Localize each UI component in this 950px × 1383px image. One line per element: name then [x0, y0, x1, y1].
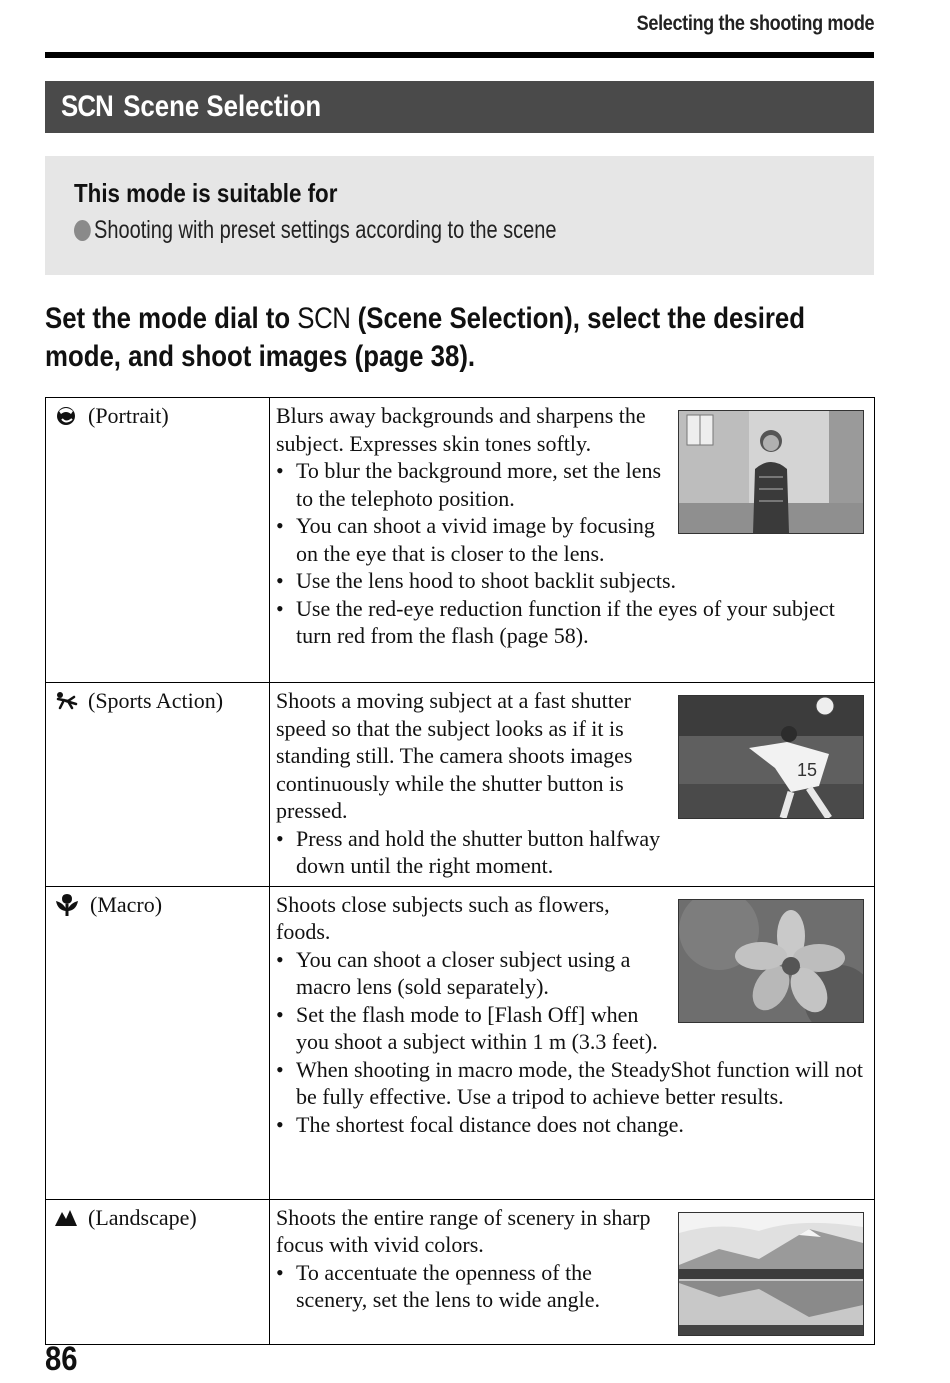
suitable-item-text: Shooting with preset settings according to the scene	[94, 216, 557, 244]
mode-description: Shoots the entire range of scenery in sharp focus with vivid colors.	[276, 1204, 651, 1257]
scn-inline-icon: SCN	[297, 302, 351, 335]
section-title: Scene Selection	[123, 90, 322, 123]
mode-description: Shoots a moving subject at a fast shutter speed so that the subject looks as if it is standing still. The camera shoots images continuously while the shutter button is pressed.	[276, 688, 633, 823]
mode-cell	[46, 886, 270, 1199]
instruction-part2: (Scene Selection), select the desired mode, and shoot images (page 38).	[45, 302, 806, 373]
table-row	[46, 398, 875, 683]
list-item: • Use the red-eye reduction function if the eyes of your subject turn red from the flash (page 58).	[276, 595, 866, 650]
svg-text:15: 15	[797, 760, 818, 780]
suitable-item	[74, 216, 557, 245]
bullet-dot-icon	[74, 220, 91, 241]
landscape-icon	[54, 1207, 78, 1227]
scene-mode-table	[45, 397, 875, 1345]
mode-cell	[46, 398, 270, 683]
table-row	[46, 683, 875, 887]
sports-sample-photo	[678, 695, 864, 819]
table-row	[46, 1199, 875, 1344]
suitable-for-box	[45, 156, 874, 275]
list-item: • Press and hold the shutter button halfway down until the right moment.	[276, 825, 866, 880]
list-item: • To blur the background more, set the lens to the telephoto position.	[276, 457, 866, 512]
portrait-icon	[54, 405, 78, 427]
mode-description-cell	[270, 1199, 875, 1344]
list-item: • When shooting in macro mode, the SteadyShot function will not be fully effective. Use a tripod to achieve better results.	[276, 1056, 866, 1111]
mode-cell	[46, 683, 270, 887]
sports-action-icon	[54, 690, 78, 712]
scn-icon: SCN	[61, 90, 113, 123]
section-title-bar	[45, 81, 874, 133]
page-number: 86	[45, 1340, 78, 1378]
instruction-heading	[45, 300, 853, 376]
mode-description-cell	[270, 398, 875, 683]
list-item: • To accentuate the openness of the scenery, set the lens to wide angle.	[276, 1259, 866, 1314]
suitable-heading: This mode is suitable for	[74, 178, 338, 208]
mode-name: (Sports Action)	[88, 688, 224, 713]
list-item: • Set the flash mode to [Flash Off] when you shoot a subject within 1 m (3.3 feet).	[276, 1001, 866, 1056]
landscape-sample-photo	[678, 1212, 864, 1336]
list-item: • Use the lens hood to shoot backlit subjects.	[276, 567, 866, 595]
mode-name: (Landscape)	[88, 1204, 197, 1230]
mode-name: (Macro)	[90, 891, 163, 917]
mode-name: (Portrait)	[88, 403, 169, 428]
list-item: • The shortest focal distance does not change.	[276, 1111, 866, 1139]
mode-description: Shoots close subjects such as flowers, foods.	[276, 891, 610, 944]
macro-icon	[54, 891, 80, 917]
list-item: • You can shoot a closer subject using a macro lens (sold separately).	[276, 946, 866, 1001]
mode-description-cell	[270, 886, 875, 1199]
macro-sample-photo	[678, 899, 864, 1023]
instruction-part1: Set the mode dial to	[45, 302, 291, 335]
mode-description-cell	[270, 683, 875, 887]
list-item: • You can shoot a vivid image by focusing on the eye that is closer to the lens.	[276, 512, 866, 567]
portrait-sample-photo	[678, 410, 864, 534]
mode-description: Blurs away backgrounds and sharpens the subject. Expresses skin tones softly.	[276, 403, 646, 456]
mode-cell	[46, 1199, 270, 1344]
running-head: Selecting the shooting mode	[636, 12, 874, 35]
table-row	[46, 886, 875, 1199]
header-rule	[45, 52, 874, 58]
